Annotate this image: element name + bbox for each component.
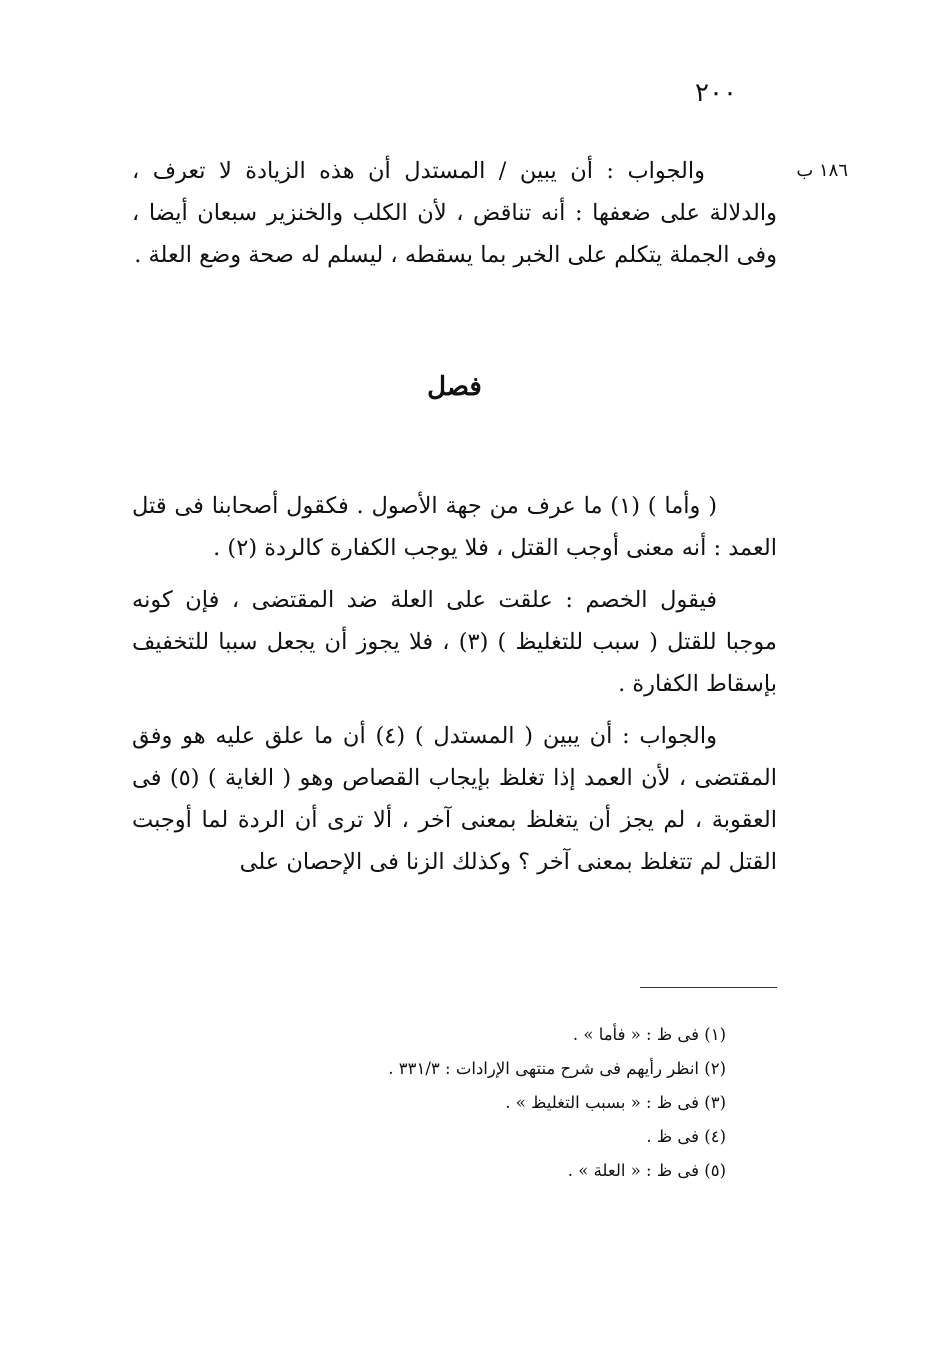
section-body (132, 485, 777, 893)
section-paragraph-2: فيقول الخصم : علقت على العلة ضد المقتضى ، فإن كونه موجبا للقتل ( سبب للتغليظ ) (٣) ، فلا يجوز أن يجعل سببا للتخفيف بإسقاط الكفارة . (132, 587, 777, 697)
footnote-3: (٣) فى ظ : « بسبب التغليظ » . (505, 1093, 726, 1112)
manuscript-folio-marker: ١٨٦ ب (796, 160, 848, 181)
intro-text (132, 150, 777, 276)
section-paragraph-1: ( وأما ) (١) ما عرف من جهة الأصول . فكقول أصحابنا فى قتل العمد : أنه معنى أوجب القتل ، فلا يوجب الكفارة كالردة (٢) . (132, 493, 777, 561)
footnote-4: (٤) فى ظ . (646, 1127, 726, 1146)
footnotes-list (200, 1018, 726, 1188)
footnote-5: (٥) فى ظ : « العلة » . (567, 1161, 726, 1180)
footnote-2: (٢) انظر رأيهم فى شرح منتهى الإرادات : ٣٣١/٣ . (388, 1059, 726, 1078)
section-title: فصل (427, 372, 482, 402)
footnote-1: (١) فى ظ : « فأما » . (572, 1025, 726, 1044)
intro-paragraph: والجواب : أن يبين / المستدل أن هذه الزيادة لا تعرف ، والدلالة على ضعفها : أنه تناقض ، لأن الكلب والخنزير سبعان أيضا ، وفى الجملة يتكلم على الخبر بما يسقطه ، ليسلم له صحة وضع العلة . (132, 158, 777, 268)
page-number: ٢٠٠ (695, 78, 737, 108)
footnote-divider (640, 987, 777, 988)
section-paragraph-3: والجواب : أن يبين ( المستدل ) (٤) أن ما علق عليه هو وفق المقتضى ، لأن العمد إذا تغلظ بإيجاب القصاص وهو ( الغاية ) (٥) فى العقوبة ، لم يجز أن يتغلظ بمعنى آخر ، ألا ترى أن الردة لما أوجبت القتل لم تتغلظ بمعنى آخر ؟ وكذلك الزنا فى الإحصان على (132, 723, 777, 875)
